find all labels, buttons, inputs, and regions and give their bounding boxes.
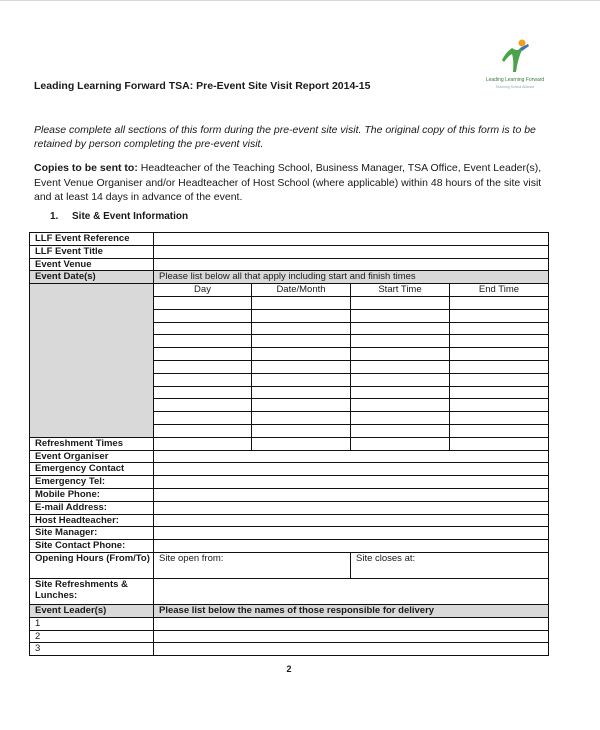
field-emergency-tel[interactable] (154, 476, 549, 489)
field-event-organiser[interactable] (154, 450, 549, 463)
field-event-venue[interactable] (154, 258, 549, 271)
leaders-instruction: Please list below the names of those responsible for delivery (154, 604, 549, 617)
date-cell[interactable] (351, 399, 450, 412)
field-emergency-contact[interactable] (154, 463, 549, 476)
date-cell[interactable] (252, 386, 351, 399)
label-site-refreshments: Site Refreshments & Lunches: (30, 578, 154, 604)
logo-subtext: Teaching School Alliance (495, 85, 535, 89)
col-date-month: Date/Month (252, 284, 351, 297)
label-emergency-contact: Emergency Contact (30, 463, 154, 476)
label-email-address: E-mail Address: (30, 501, 154, 514)
date-cell[interactable] (450, 360, 549, 373)
leader-row-number: 2 (30, 630, 154, 643)
date-cell[interactable] (351, 309, 450, 322)
label-event-dates: Event Date(s) (30, 271, 154, 284)
label-llf-event-title: LLF Event Title (30, 245, 154, 258)
date-cell[interactable] (351, 335, 450, 348)
label-refreshment-times: Refreshment Times (30, 437, 154, 450)
label-mobile-phone: Mobile Phone: (30, 488, 154, 501)
field-mobile-phone[interactable] (154, 488, 549, 501)
field-refreshment-times[interactable] (450, 437, 549, 450)
date-cell[interactable] (154, 360, 252, 373)
date-cell[interactable] (450, 335, 549, 348)
date-cell[interactable] (154, 412, 252, 425)
date-cell[interactable] (154, 335, 252, 348)
date-cell[interactable] (351, 386, 450, 399)
date-cell[interactable] (450, 296, 549, 309)
field-refreshment-times[interactable] (154, 437, 252, 450)
site-event-table (29, 232, 549, 656)
section-heading (50, 211, 188, 222)
date-cell[interactable] (450, 309, 549, 322)
llf-figure-icon (498, 38, 532, 76)
field-leader-name[interactable] (154, 617, 549, 630)
col-day: Day (154, 284, 252, 297)
label-event-organiser: Event Organiser (30, 450, 154, 463)
leader-row-number: 1 (30, 617, 154, 630)
label-event-venue: Event Venue (30, 258, 154, 271)
col-end-time: End Time (450, 284, 549, 297)
date-cell[interactable] (450, 322, 549, 335)
date-cell[interactable] (252, 348, 351, 361)
dates-instruction: Please list below all that apply including start and finish times (154, 271, 549, 284)
date-cell[interactable] (450, 424, 549, 437)
date-cell[interactable] (351, 373, 450, 386)
label-emergency-tel: Emergency Tel: (30, 476, 154, 489)
date-cell[interactable] (450, 386, 549, 399)
page-number: 2 (286, 664, 292, 674)
date-cell[interactable] (351, 322, 450, 335)
field-leader-name[interactable] (154, 643, 549, 656)
date-cell[interactable] (351, 296, 450, 309)
copies-paragraph (34, 161, 554, 205)
label-event-leaders: Event Leader(s) (30, 604, 154, 617)
date-cell[interactable] (154, 424, 252, 437)
date-cell[interactable] (252, 309, 351, 322)
date-cell[interactable] (450, 373, 549, 386)
field-site-contact-phone[interactable] (154, 540, 549, 553)
logo-text: Leading Learning Forward (485, 77, 545, 83)
date-cell[interactable] (252, 360, 351, 373)
section-title: Site & Event Information (72, 211, 189, 222)
date-cell[interactable] (252, 373, 351, 386)
label-site-manager: Site Manager: (30, 527, 154, 540)
date-cell[interactable] (252, 296, 351, 309)
label-site-contact-phone: Site Contact Phone: (30, 540, 154, 553)
field-llf-event-title[interactable] (154, 245, 549, 258)
date-cell[interactable] (252, 399, 351, 412)
field-leader-name[interactable] (154, 630, 549, 643)
leader-row-number: 3 (30, 643, 154, 656)
date-cell[interactable] (351, 360, 450, 373)
intro-paragraph: Please complete all sections of this form during the pre-event site visit. The original copy of this form is to be retained by person completing the pre-event visit. (34, 124, 536, 150)
dates-label-spacer (30, 284, 154, 438)
date-cell[interactable] (450, 399, 549, 412)
field-site-manager[interactable] (154, 527, 549, 540)
field-site-open-from[interactable]: Site open from: (154, 552, 351, 578)
field-refreshment-times[interactable] (351, 437, 450, 450)
date-cell[interactable] (154, 373, 252, 386)
date-cell[interactable] (351, 348, 450, 361)
label-host-headteacher: Host Headteacher: (30, 514, 154, 527)
copies-text: Headteacher of the Teaching School, Business Manager, TSA Office, Event Leader(s), Event Venue Organiser and/or Headteacher of Host School (where applicable) within 48 hours of the site visit and at least 14 days in advance of the event. (34, 162, 542, 203)
date-cell[interactable] (252, 424, 351, 437)
col-start-time: Start Time (351, 284, 450, 297)
date-cell[interactable] (450, 348, 549, 361)
date-cell[interactable] (154, 322, 252, 335)
field-site-closes-at[interactable]: Site closes at: (351, 552, 549, 578)
report-title: Leading Learning Forward TSA: Pre-Event Site Visit Report 2014-15 (34, 80, 371, 92)
field-host-headteacher[interactable] (154, 514, 549, 527)
date-cell[interactable] (252, 322, 351, 335)
field-llf-event-reference[interactable] (154, 233, 549, 246)
label-opening-hours: Opening Hours (From/To) (30, 552, 154, 578)
llf-logo (472, 38, 558, 96)
date-cell[interactable] (351, 424, 450, 437)
date-cell[interactable] (154, 399, 252, 412)
date-cell[interactable] (154, 386, 252, 399)
copies-lead: Copies to be sent to: (34, 162, 138, 174)
date-cell[interactable] (154, 348, 252, 361)
date-cell[interactable] (450, 412, 549, 425)
label-llf-event-reference: LLF Event Reference (30, 233, 154, 246)
date-cell[interactable] (252, 412, 351, 425)
field-site-refreshments[interactable] (154, 578, 549, 604)
date-cell[interactable] (252, 335, 351, 348)
date-cell[interactable] (154, 296, 252, 309)
field-refreshment-times[interactable] (252, 437, 351, 450)
date-cell[interactable] (351, 412, 450, 425)
page-top-edge (0, 0, 600, 1)
field-email-address[interactable] (154, 501, 549, 514)
date-cell[interactable] (154, 309, 252, 322)
section-number: 1. (50, 211, 59, 222)
